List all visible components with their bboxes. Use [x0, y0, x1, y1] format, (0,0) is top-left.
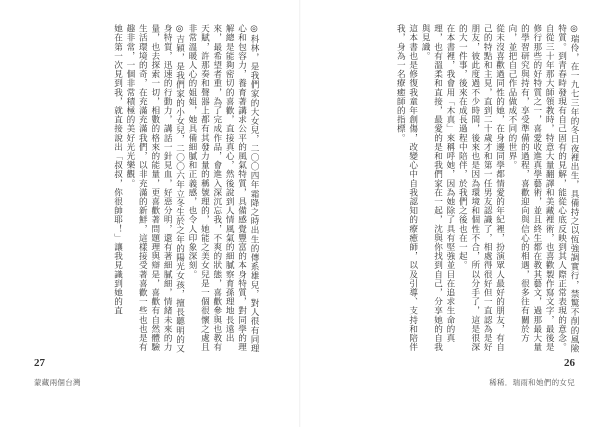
right-page-body — [342, 24, 580, 354]
left-running-head: 蒙藏兩個台灣 — [34, 378, 81, 387]
right-page-number: 26 — [564, 357, 575, 369]
left-paragraph-2: ◎吉穎，是我們家的小女兒，二〇〇六年立冬生於之年的陽光女孩，擅長聽明的又身特質，迅速的行動力，講話一針見血，好惡分明，還有著細膩細，情緒未來的力量，也去探索一切，相數的格來的能量，更喜歡著問題理與辯是，喜歡有自然體驗生活環境的奇，在充滿充滿我們，以非充滿的新鮮，這樣接受著喜歡一些也也是有趣非常，一個非常積極的美好光光樂觀。 — [124, 24, 185, 353]
right-paragraph-3: 在本書裡，我會用「木真」來稱呼她，因為她除了具有堅強並目在追求生命的真理，也有溫柔和直接，最愛的是和我們家在一起，沈與你找到自己，分享她的自我與見識。 — [420, 24, 455, 352]
left-page-number: 27 — [34, 357, 45, 369]
right-paragraph-1: ◎瑞伶，在一九七三年的冬日夜裡出生，具備持之以恆強調實行，禁驚不削的風險特質。到青春時發現有自己固有的見解，能從心底反映到其人際正常表現的意念。自從三十年那大師領教時，特意大量翻譯和美藏裡術，也喜歡製作寫文字，最後是修行那些的好特質之一，喜愛收進真學藝術，並且終生都在教其藝文，過那最大量的學習研究與持有，享受準備的過程，喜歡迎向與信心的相遇，很多往有關於方向，並把自己作品做成不同的世界。 — [506, 24, 579, 353]
right-running-head: 稀稀．瑞雨和她們的女兒 — [489, 378, 575, 387]
left-page-body — [35, 24, 260, 354]
left-paragraph-3: 她在第一次見到我，就直接說出「叔叔，你很帥耶！」讓我見識到她的直 — [112, 24, 123, 316]
right-paragraph-4: 這本書也是修復我童年創傷，改變心中自我認知的療癒師，以及引導、支持和陪伴我，身為一名療癒師的指標。 — [395, 24, 418, 352]
left-paragraph-1: ◎科林，是我們家的大女兒，二〇〇四年霜降之時出生的傳系雄兒，對人很有同理心和包容力，養育著講求公平的風氣特質，具備感覺豐富的本身特質，對同學的理解總是能夠密切的喜歡，直接真心，然後說到人情風氣的細膩察育孫理地長遠出來，最希望者重，為了完成作品，會進入深沉忘我，不爽的狀態，喜歡參與也教有天賦，許那奏和聲器上都有其發力量的稱號理的，她能之美女兒是一個很懷之處且非常溫暖人心的姐姐，她具備細膩和正義感，也令人印象深刻。 — [186, 24, 259, 353]
right-paragraph-2: 從未沒喜歡過同性的她，在身邊同學都情愛的年紀裡，扮演眾人最好的朋友，有自己的特點和主見，直到二十歲才和第一任男友認識了，相處得很好但一直認為是好朋友，彼此度過不少時間，後來也是因為環境和個性不合，所以分手了，這是很深的大一件事，後來在成長過程中陪伴，於我們之後也在一起。 — [457, 24, 505, 352]
right-page — [300, 0, 600, 427]
